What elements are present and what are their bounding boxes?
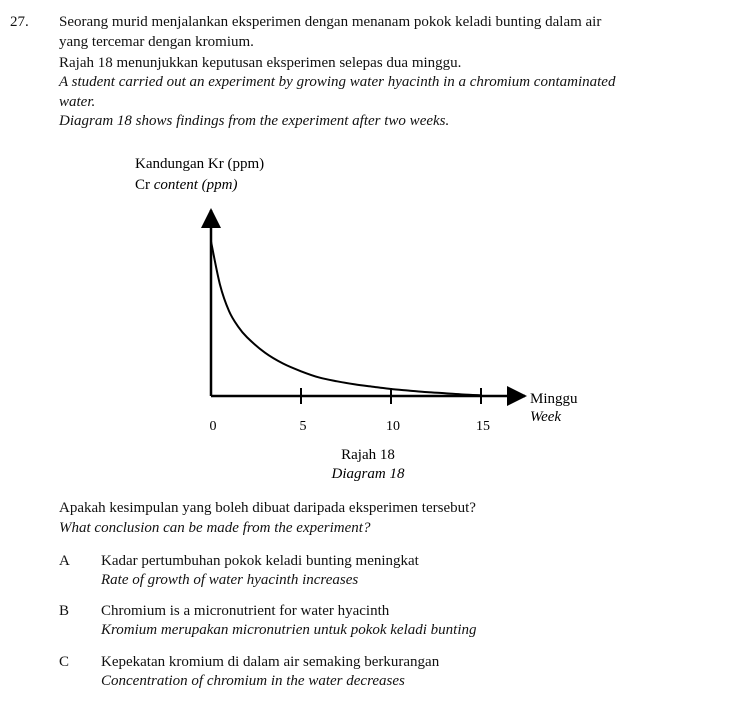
option-b-text-ms[interactable]: Chromium is a micronutrient for water hyacinth [101, 603, 390, 619]
question-number: 27. [10, 14, 29, 30]
option-c-text-ms[interactable]: Kepekatan kromium di dalam air semaking berkurangan [101, 654, 440, 670]
question-line-5: water. [59, 94, 96, 110]
option-c-text-en[interactable]: Concentration of chromium in the water decreases [101, 673, 405, 689]
question-line-4: A student carried out an experiment by growing water hyacinth in a chromium contaminated [59, 74, 616, 90]
question-line-1: Seorang murid menjalankan eksperimen dengan menanam pokok keladi bunting dalam air [59, 14, 602, 30]
y-axis-label-en [135, 177, 237, 193]
y-axis-label-en-prefix: Cr [135, 177, 154, 193]
option-a-text-en[interactable]: Rate of growth of water hyacinth increases [101, 572, 359, 588]
option-a-text-ms[interactable]: Kadar pertumbuhan pokok keladi bunting meningkat [101, 553, 419, 569]
x-axis-label-en: Week [530, 409, 562, 425]
question-line-3: Rajah 18 menunjukkan keputusan eksperimen selepas dua minggu. [59, 55, 462, 71]
prompt-ms: Apakah kesimpulan yang boleh dibuat daripada eksperimen tersebut? [59, 500, 476, 516]
question-line-6: Diagram 18 shows findings from the experiment after two weeks. [59, 113, 450, 129]
x-tick-label-10: 10 [386, 419, 400, 434]
x-tick-label-15: 15 [476, 419, 490, 434]
question-line-2: yang tercemar dengan kromium. [59, 34, 254, 50]
x-tick-label-0: 0 [209, 419, 217, 434]
option-b-text-en[interactable]: Kromium merupakan micronutrien untuk pokok keladi bunting [101, 622, 477, 638]
prompt-en: What conclusion can be made from the experiment? [59, 520, 371, 536]
option-b-letter[interactable]: B [59, 603, 70, 619]
option-a-letter[interactable]: A [59, 553, 70, 569]
diagram-caption-ms: Rajah 18 [341, 447, 395, 463]
x-tick-label-5: 5 [299, 419, 307, 434]
x-axis-label-ms: Minggu [530, 391, 578, 407]
x-tick-labels [210, 419, 491, 434]
diagram-caption-en: Diagram 18 [331, 466, 405, 482]
option-c-letter[interactable]: C [59, 654, 70, 670]
chromium-content-line [211, 241, 481, 395]
y-axis-label-ms: Kandungan Kr (ppm) [135, 156, 265, 172]
y-axis-label-en-italic: content (ppm) [153, 177, 238, 193]
